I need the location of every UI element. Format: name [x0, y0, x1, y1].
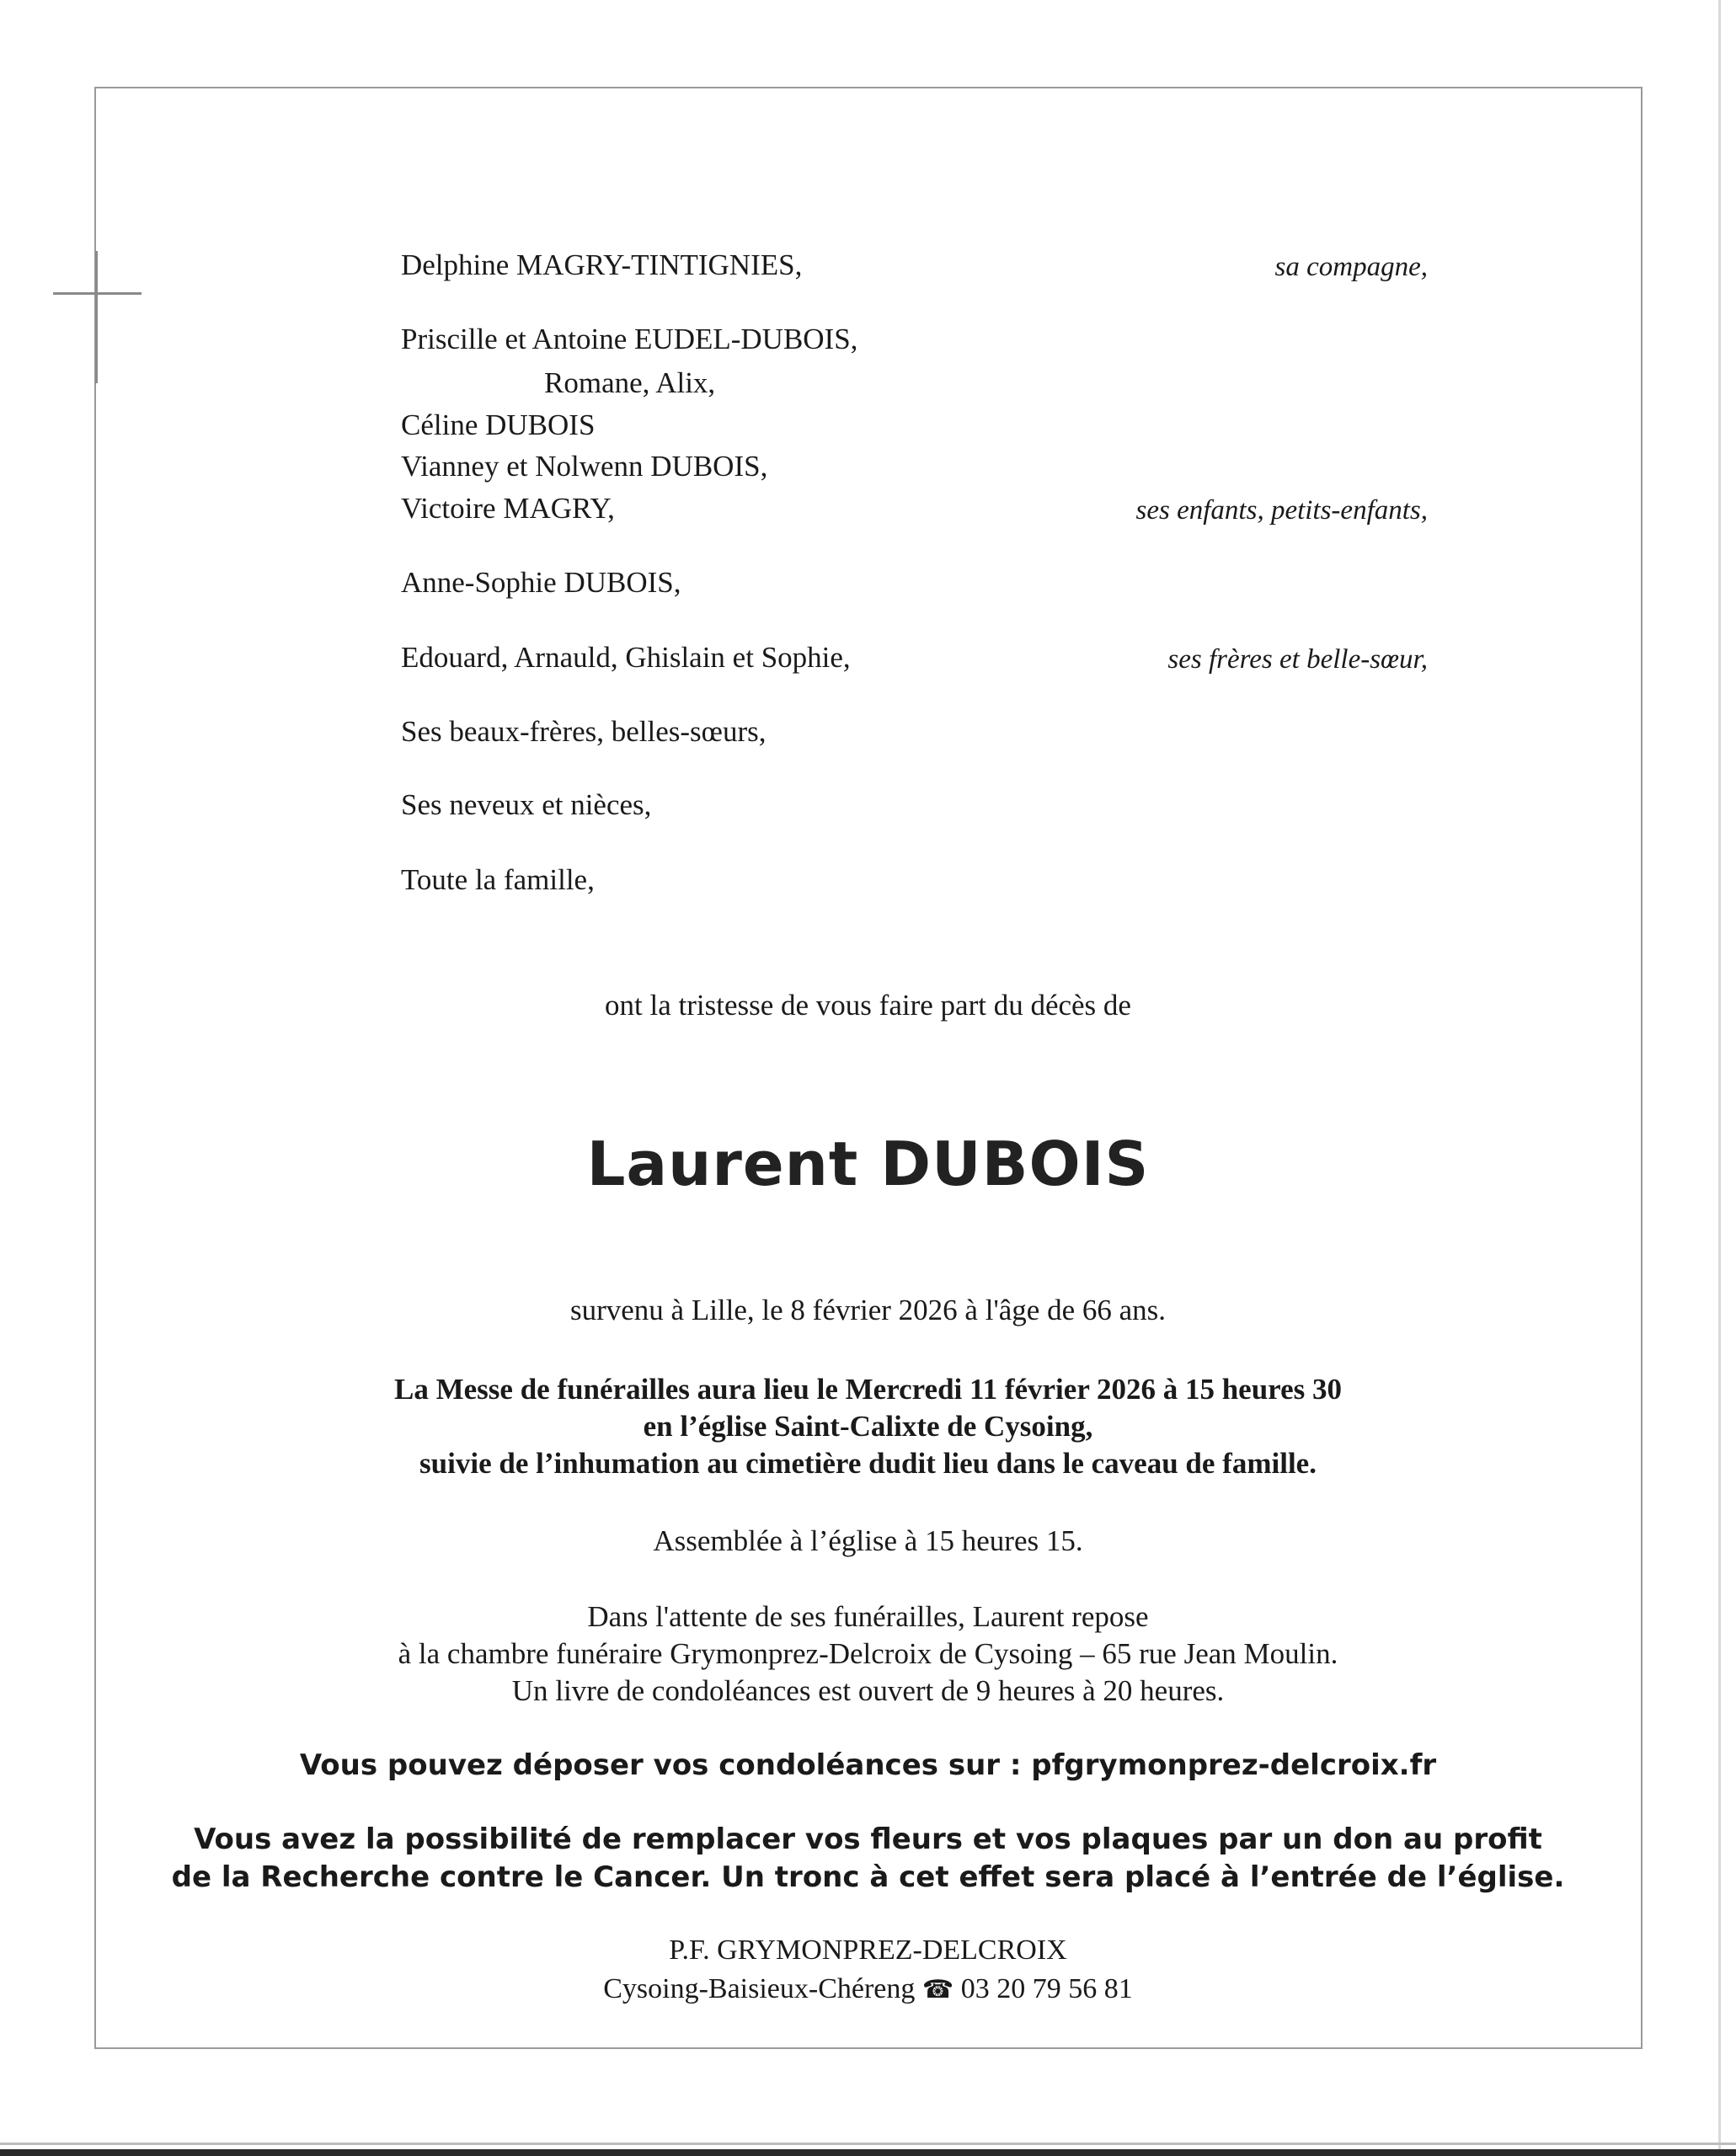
ceremony-block: [0, 1371, 1736, 1482]
assembly-info: Assemblée à l’église à 15 heures 15.: [653, 1524, 1083, 1557]
donation-line: de la Recherche contre le Cancer. Un tronc à cet effet sera placé à l’entrée de l’église.: [171, 1860, 1565, 1894]
cross-icon-bar: [53, 292, 142, 295]
children-relation: ses enfants, petits-enfants,: [1135, 495, 1428, 526]
scan-edge-bottom-light: [0, 2143, 1736, 2145]
death-info: survenu à Lille, le 8 février 2026 à l'âge de 66 ans.: [569, 1294, 1167, 1326]
repose-line: Dans l'attente de ses funérailles, Laurent repose: [587, 1600, 1149, 1633]
cross-icon: [95, 251, 98, 383]
repose-block: [0, 1598, 1736, 1710]
repose-line: à la chambre funéraire Grymonprez-Delcroix de Cysoing – 65 rue Jean Moulin.: [398, 1637, 1338, 1670]
funeral-home-location: Cysoing-Baisieux-Chéreng: [603, 1973, 916, 2004]
funeral-home-contact: [0, 1970, 1736, 2009]
nephews-line: Ses neveux et nièces,: [401, 788, 652, 821]
child-line: Céline DUBOIS: [401, 408, 596, 441]
repose-line: Un livre de condoléances est ouvert de 9 heures à 20 heures.: [511, 1674, 1225, 1707]
funeral-home-block: [0, 1931, 1736, 2009]
child-line: Vianney et Nolwenn DUBOIS,: [401, 450, 768, 483]
scan-edge-bottom: [0, 2149, 1736, 2156]
child-line: Priscille et Antoine EUDEL-DUBOIS,: [401, 323, 858, 355]
condolences-info: Vous pouvez déposer vos condoléances sur : pfgrymonprez-delcroix.fr: [299, 1748, 1437, 1782]
announcement-intro: ont la tristesse de vous faire part du décès de: [605, 989, 1131, 1022]
funeral-home-phone: 03 20 79 56 81: [960, 1973, 1133, 2004]
donation-line: Vous avez la possibilité de remplacer vos fleurs et vos plaques par un don au profit: [194, 1822, 1542, 1856]
deceased-name: Laurent DUBOIS: [586, 1129, 1150, 1199]
donation-block: [0, 1821, 1736, 1897]
telephone-icon: ☎: [921, 1975, 954, 2004]
sister-name: Anne-Sophie DUBOIS,: [401, 566, 681, 599]
in-laws-line: Ses beaux-frères, belles-sœurs,: [401, 715, 767, 748]
child-line: Victoire MAGRY,: [401, 492, 615, 525]
funeral-home-name: P.F. GRYMONPREZ-DELCROIX: [669, 1935, 1067, 1966]
siblings-relation: ses frères et belle-sœur,: [1167, 644, 1428, 675]
all-family-line: Toute la famille,: [401, 863, 595, 896]
ceremony-line: en l’église Saint-Calixte de Cysoing,: [643, 1410, 1093, 1443]
partner-name: Delphine MAGRY-TINTIGNIES,: [401, 248, 803, 281]
grandchildren-line: Romane, Alix,: [544, 366, 716, 399]
siblings-names: Edouard, Arnauld, Ghislain et Sophie,: [401, 641, 851, 674]
ceremony-line: suivie de l’inhumation au cimetière dudit lieu dans le caveau de famille.: [419, 1447, 1317, 1480]
partner-relation: sa compagne,: [1274, 252, 1428, 282]
ceremony-line: La Messe de funérailles aura lieu le Mercredi 11 février 2026 à 15 heures 30: [394, 1373, 1342, 1406]
